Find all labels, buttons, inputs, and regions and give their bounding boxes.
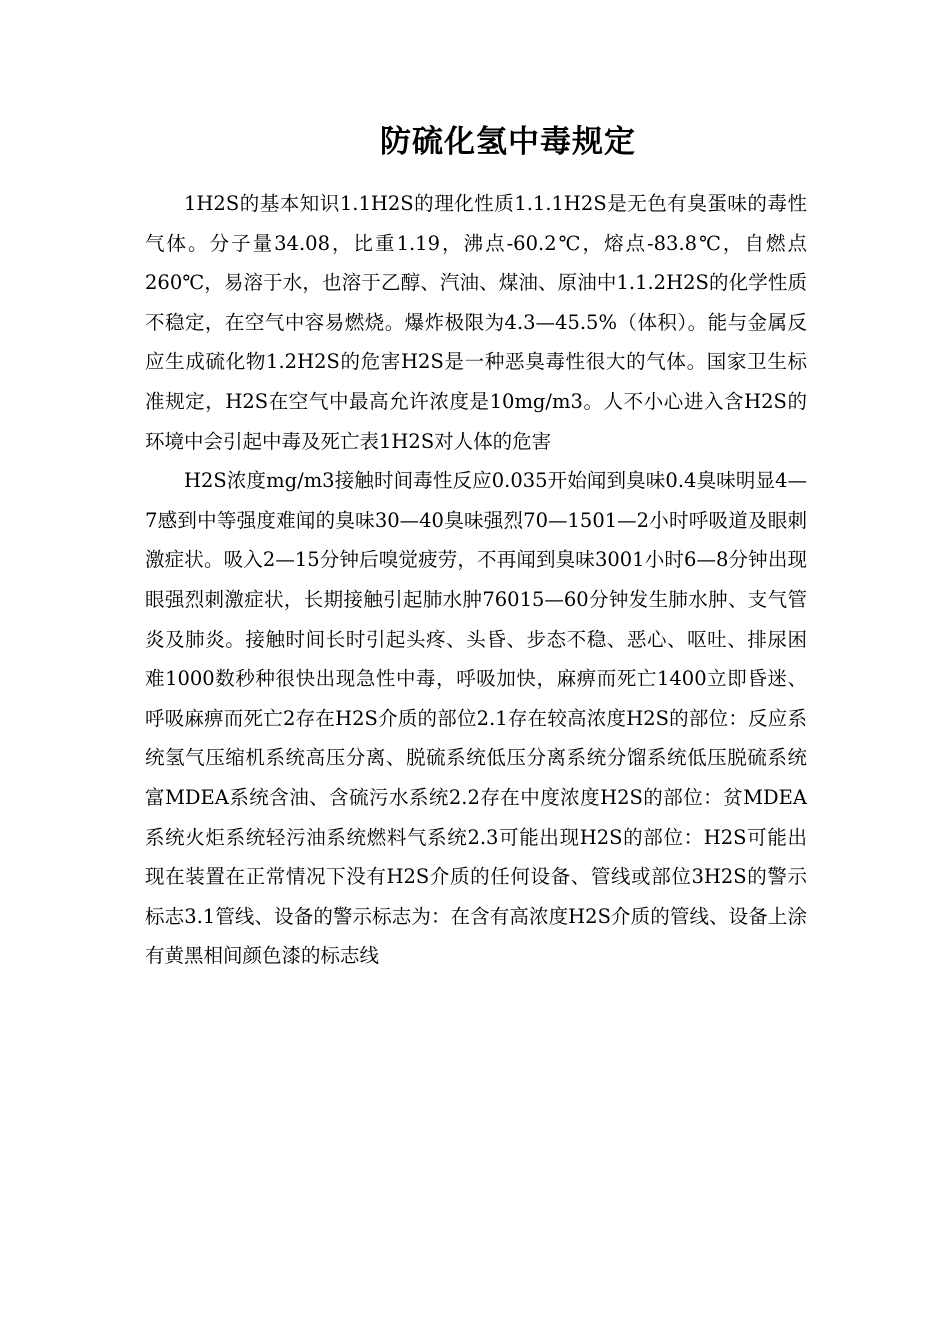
- paragraph-h2s-toxicity-and-locations: H2S浓度mg/m3接触时间毒性反应0.035开始闻到臭味0.4臭味明显4—7感到中等强度难闻的臭味30—40臭味强烈70—1501—2小时呼吸道及眼刺激症状。吸入2—15分钟后嗅觉疲劳，不再闻到臭味3001小时6—8分钟出现眼强烈刺激症状，长期接触引起肺水肿76015—60分钟发生肺水肿、支气管炎及肺炎。接触时间长时引起头疼、头昏、步态不稳、恶心、呕吐、排尿困难1000数秒种很快出现急性中毒，呼吸加快，麻痹而死亡1400立即昏迷、呼吸麻痹而死亡2存在H2S介质的部位2.1存在较高浓度H2S的部位：反应系统氢气压缩机系统高压分离、脱硫系统低压分离系统分馏系统低压脱硫系统富MDEA系统含油、含硫污水系统2.2存在中度浓度H2S的部位：贫MDEA系统火炬系统轻污油系统燃料气系统2.3可能出现H2S的部位：H2S可能出现在装置在正常情况下没有H2S介质的任何设备、管线或部位3H2S的警示标志3.1管线、设备的警示标志为：在含有高浓度H2S介质的管线、设备上涂有黄黑相间颜色漆的标志线: [145, 469, 807, 968]
- document-body: [145, 184, 807, 976]
- paragraph-h2s-basics: 1H2S的基本知识1.1H2S的理化性质1.1.1H2S是无色有臭蛋味的毒性气体。分子量34.08，比重1.19，沸点-60.2℃，熔点-83.8℃，自燃点260℃，易溶于水，也溶于乙醇、汽油、煤油、原油中1.1.2H2S的化学性质不稳定，在空气中容易燃烧。爆炸极限为4.3—45.5%（体积）。能与金属反应生成硫化物1.2H2S的危害H2S是一种恶臭毒性很大的气体。国家卫生标准规定，H2S在空气中最高允许浓度是10mg/m3。人不小心进入含H2S的环境中会引起中毒及死亡表1H2S对人体的危害: [145, 192, 807, 453]
- document-title: 防硫化氢中毒规定: [380, 124, 636, 160]
